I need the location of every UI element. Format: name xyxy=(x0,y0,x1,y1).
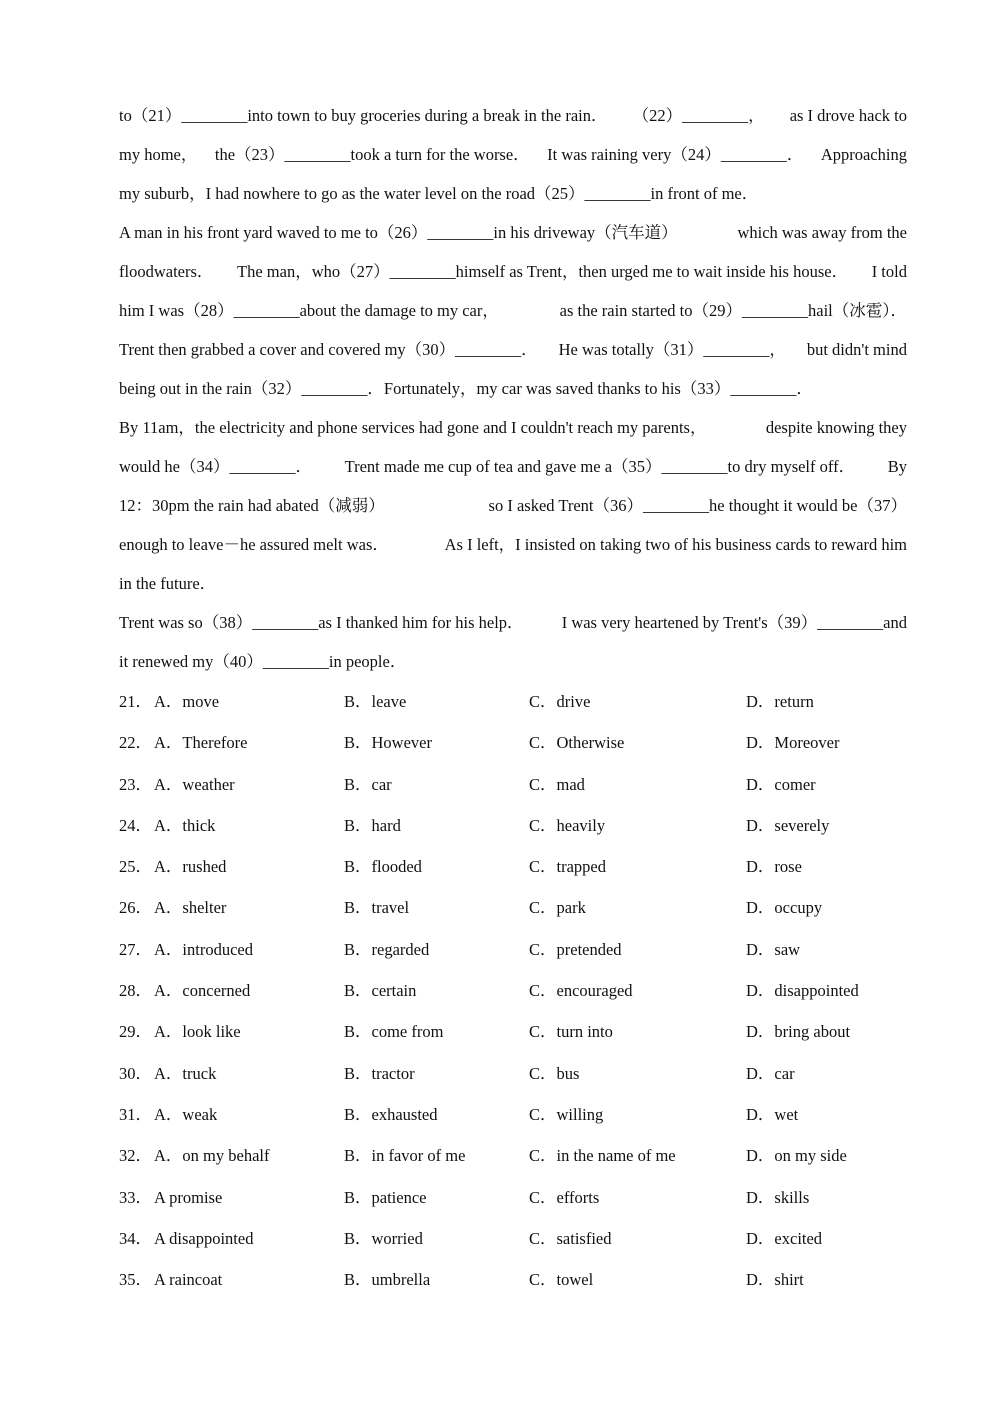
passage-text: 12：30pm the rain had abated（减弱） xyxy=(119,496,385,515)
option-c: C．pretended xyxy=(529,939,622,959)
passage-text: so I asked Trent（36）________he thought it would be（37） xyxy=(488,496,907,515)
option-b: B．worried xyxy=(344,1228,423,1248)
option-d: D．rose xyxy=(746,857,802,877)
passage-text: He was totally（31）________， xyxy=(558,340,786,359)
passage-text: being out in the rain（32）________．Fortunately，my car was saved thanks to his（33）________． xyxy=(119,379,813,398)
question-row xyxy=(119,1094,907,1135)
option-d: D．saw xyxy=(746,939,801,959)
question-number: 35． xyxy=(119,1270,152,1290)
option-a: A raincoat xyxy=(154,1270,223,1290)
option-d: D．on my side xyxy=(746,1146,847,1166)
option-c: C．towel xyxy=(529,1270,594,1290)
option-b: B．exhausted xyxy=(344,1104,438,1124)
question-number: 26． xyxy=(119,898,152,918)
passage-line xyxy=(119,369,907,408)
passage-text: Trent was so（38）________as I thanked him for his help． xyxy=(119,613,524,632)
answer-options xyxy=(119,681,907,1300)
option-b: B．certain xyxy=(344,981,417,1001)
passage-text: would he（34）________． xyxy=(119,457,312,476)
passage-text: （22）________， xyxy=(632,106,765,125)
question-number: 31． xyxy=(119,1104,152,1124)
passage-text: which was away from the xyxy=(737,223,907,242)
option-b: B．patience xyxy=(344,1187,427,1207)
question-row xyxy=(119,805,907,846)
option-b: B．travel xyxy=(344,898,410,918)
option-b: B．flooded xyxy=(344,857,422,877)
option-d: D．comer xyxy=(746,774,816,794)
option-a: A．truck xyxy=(154,1063,217,1083)
passage-text: despite knowing they xyxy=(765,418,907,437)
cloze-passage xyxy=(119,96,907,681)
passage-line xyxy=(119,564,907,603)
passage-line xyxy=(119,603,907,642)
option-c: C．bus xyxy=(529,1063,580,1083)
option-b: B．in favor of me xyxy=(344,1146,466,1166)
option-b: B．hard xyxy=(344,815,401,835)
passage-line xyxy=(119,291,907,330)
option-d: D．excited xyxy=(746,1228,823,1248)
question-row xyxy=(119,1011,907,1052)
option-a: A．move xyxy=(154,692,220,711)
option-a: A．introduced xyxy=(154,939,253,959)
option-d: D．bring about xyxy=(746,1022,851,1042)
option-b: B．leave xyxy=(344,692,407,711)
option-c: C．willing xyxy=(529,1104,604,1124)
option-a: A．concerned xyxy=(154,981,251,1001)
passage-text: the（23）________took a turn for the worse． xyxy=(214,145,530,164)
option-d: D．Moreover xyxy=(746,733,840,753)
question-row xyxy=(119,1135,907,1176)
option-c: C．park xyxy=(529,898,586,918)
option-c: C．drive xyxy=(529,692,591,711)
passage-text: to（21）________into town to buy groceries during a break in the rain． xyxy=(119,106,608,125)
passage-line xyxy=(119,252,907,291)
option-a: A．weak xyxy=(154,1104,218,1124)
passage-line xyxy=(119,213,907,252)
question-row xyxy=(119,970,907,1011)
option-c: C．turn into xyxy=(529,1022,613,1042)
passage-line xyxy=(119,330,907,369)
passage-text: him I was（28）________about the damage to my car， xyxy=(119,301,499,320)
option-d: D．disappointed xyxy=(746,981,859,1001)
passage-text: A man in his front yard waved to me to（26）________in his driveway（汽车道） xyxy=(119,223,678,242)
question-row xyxy=(119,846,907,887)
question-number: 34． xyxy=(119,1228,152,1248)
passage-line xyxy=(119,96,907,135)
passage-text: but didn't mind xyxy=(806,340,907,359)
question-row xyxy=(119,722,907,763)
passage-text: By xyxy=(887,457,907,476)
option-a: A．rushed xyxy=(154,857,227,877)
passage-line xyxy=(119,408,907,447)
passage-text: my suburb，I had nowhere to go as the water level on the road（25）________in front of me． xyxy=(119,184,759,203)
question-row xyxy=(119,1177,907,1218)
option-d: D．return xyxy=(746,692,814,711)
option-a: A．Therefore xyxy=(154,733,248,753)
passage-text: in the future． xyxy=(119,574,217,593)
passage-text: By 11am，the electricity and phone services had gone and I couldn't reach my parents， xyxy=(119,418,707,437)
passage-line xyxy=(119,135,907,174)
question-row xyxy=(119,1259,907,1300)
option-c: C．satisfied xyxy=(529,1228,612,1248)
passage-text: floodwaters． xyxy=(119,262,214,281)
option-b: B．tractor xyxy=(344,1063,415,1083)
option-d: D．severely xyxy=(746,815,830,835)
option-a: A．on my behalf xyxy=(154,1146,270,1166)
question-row xyxy=(119,764,907,805)
option-c: C．encouraged xyxy=(529,981,633,1001)
option-a: A．thick xyxy=(154,815,216,835)
option-b: B．come from xyxy=(344,1022,444,1042)
passage-line xyxy=(119,525,907,564)
option-d: D．skills xyxy=(746,1187,810,1207)
question-number: 21． xyxy=(119,692,152,711)
option-c: C．Otherwise xyxy=(529,733,625,753)
passage-text: enough to leave－he assured melt was． xyxy=(119,535,389,554)
passage-text: Trent made me cup of tea and gave me a（35）________to dry myself off． xyxy=(344,457,856,476)
option-d: D．occupy xyxy=(746,898,823,918)
option-c: C．mad xyxy=(529,774,585,794)
option-d: D．shirt xyxy=(746,1270,804,1290)
question-number: 28． xyxy=(119,981,152,1001)
passage-text: Trent then grabbed a cover and covered my（30）________． xyxy=(119,340,538,359)
passage-text: my home， xyxy=(119,145,198,164)
option-b: B．However xyxy=(344,733,432,753)
option-d: D．wet xyxy=(746,1104,799,1124)
question-number: 24． xyxy=(119,815,152,835)
question-row xyxy=(119,681,907,722)
passage-text: as I drove hack to xyxy=(789,106,907,125)
option-b: B．umbrella xyxy=(344,1270,431,1290)
question-number: 23． xyxy=(119,774,152,794)
question-number: 30． xyxy=(119,1063,152,1083)
option-a: A promise xyxy=(154,1187,223,1207)
passage-text: as the rain started to（29）________hail（冰雹）． xyxy=(559,301,907,320)
question-number: 22． xyxy=(119,733,152,753)
option-c: C．trapped xyxy=(529,857,606,877)
passage-line xyxy=(119,486,907,525)
question-number: 27． xyxy=(119,939,152,959)
question-number: 32． xyxy=(119,1146,152,1166)
passage-text: I was very heartened by Trent's（39）________and xyxy=(561,613,907,632)
question-row xyxy=(119,929,907,970)
option-a: A disappointed xyxy=(154,1228,254,1248)
option-c: C．in the name of me xyxy=(529,1146,676,1166)
question-number: 33． xyxy=(119,1187,152,1207)
question-row xyxy=(119,887,907,928)
question-number: 29． xyxy=(119,1022,152,1042)
question-number: 25． xyxy=(119,857,152,877)
option-a: A．shelter xyxy=(154,898,227,918)
option-b: B．regarded xyxy=(344,939,430,959)
question-row xyxy=(119,1053,907,1094)
passage-text: It was raining very（24）________． xyxy=(547,145,804,164)
question-row xyxy=(119,1218,907,1259)
option-c: C．efforts xyxy=(529,1187,600,1207)
option-a: A．look like xyxy=(154,1022,241,1042)
option-d: D．car xyxy=(746,1063,795,1083)
passage-text: I told xyxy=(871,262,907,281)
passage-line xyxy=(119,174,907,213)
passage-text: As I left，I insisted on taking two of his business cards to reward him xyxy=(444,535,907,554)
passage-line xyxy=(119,642,907,681)
passage-text: The man，who（27）________himself as Trent，then urged me to wait inside his house． xyxy=(237,262,849,281)
option-a: A．weather xyxy=(154,774,235,794)
passage-text: it renewed my（40）________in people． xyxy=(119,652,407,671)
option-c: C．heavily xyxy=(529,815,606,835)
passage-text: Approaching xyxy=(820,145,907,164)
passage-line xyxy=(119,447,907,486)
option-b: B．car xyxy=(344,774,392,794)
